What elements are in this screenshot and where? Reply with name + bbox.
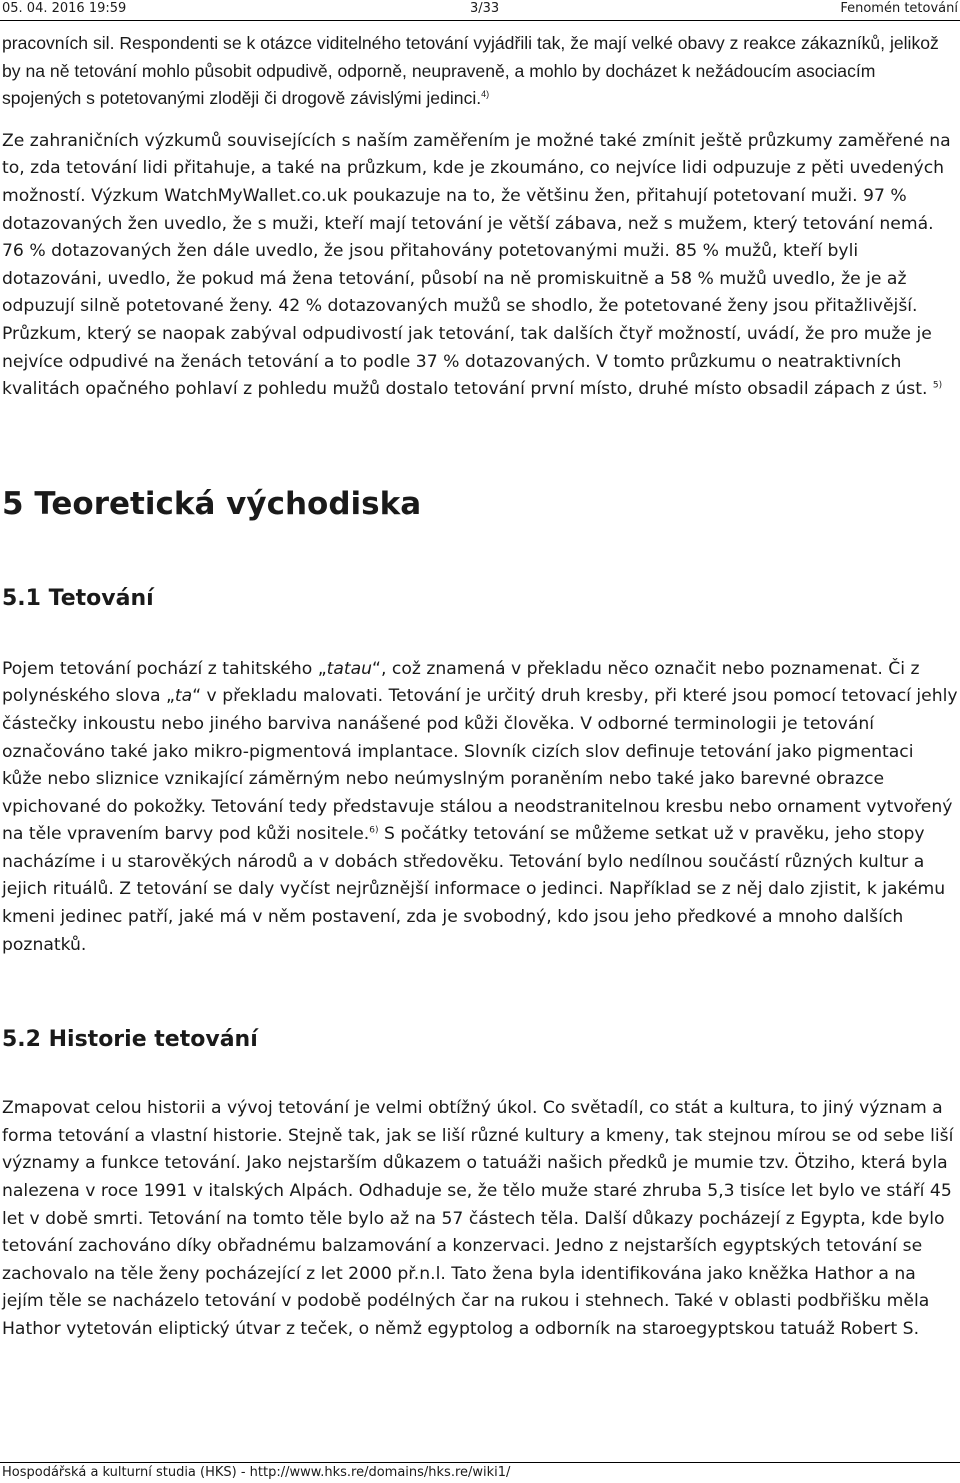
footer-divider	[0, 1462, 960, 1463]
paragraph-tattoo-history: Zmapovat celou historii a vývoj tetování je velmi obtížný úkol. Co světadíl, co stát a kultura, to jiný význam a forma tetování a vlastní historie. Stejně tak, jak se liší různé kultury a kmeny, tak stejnou mírou se od sebe liší významy a funkce tetování. Jako nejstarším důkazem o tatuáži našich předků je mumie tzv. Ötziho, která byla nalezena v roce 1991 v italských Alpách. Odhaduje se, že tělo muže staré zhruba 5,3 tisíce let bylo ve stáří 45 let v době smrti. Tetování na tomto těle bylo až na 57 částech těla. Další důkazy pocházejí z Egypta, kde bylo tetování zachováno díky obřadnému balzamování a konzervaci. Jedno z nejstarších egyptských tetování se zachovalo na těle ženy pocházející z let 2000 př.n.l. Tato žena byla identifikována jako kněžka Hathor a na jejím těle se nacházelo tetování v podobě podélných čar na rukou i stehnech. Také v oblasti podbřišku měla Hathor vytetován eliptický útvar z teček, o němž egyptolog a odborník na staroegyptskou tatuáž Robert S.	[2, 1098, 954, 1339]
paragraph-survey-intro	[2, 30, 958, 113]
article-body	[2, 30, 958, 1344]
paragraph-tattoo-definition: Pojem tetování pochází z tahitského „tatau“, což znamená v překladu něco označit nebo poznamenat. Či z polynéského slova „ta“ v překladu malovati. Tetování je určitý druh kresby, při které jsou pomocí tetovací jehly částečky inkoustu nebo jiného barviva nanášené pod kůži člověka. V odborné terminologii je tetování označováno také jako mikro-pigmentová implantace. Slovník cizích slov definuje tetování jako pigmentaci kůže nebo sliznice vznikající záměrným nebo neúmyslným poraněním nebo také jako barevné obrazce vpichované do pokožky. Tetování tedy představuje stálou a neodstranitelnou kresbu nebo ornament vytvořený na těle vpravením barvy pod kůži nositele.$^{6)}$ S počátky tetování se můžeme setkat už v pravěku, jeho stopy nacházíme i u starověkých národů a v dobách středověku. Tetování bylo nedílnou součástí různých kultur a jejich rituálů. Z tetování se daly vyčíst nejrůznější informace o jedinci. Například se z něj dalo zjistit, k jakému kmeni jedinec patří, jaké má v něm postavení, zda je svobodný, kdo jsou jeho předkové a mnoho dalších poznatků.	[2, 658, 958, 955]
section-heading-5-2: 5.2 Historie tetování	[2, 1027, 258, 1053]
paragraph-text: Ze zahraničních výzkumů souvisejících s naším zaměřením je možné také zmínit ještě průzkumy zaměřené na to, zda tetování lidi přitahuje, a také na průzkum, kde je zkoumáno, co nejvíce lidi odpuzuje z pěti uvedených možností. Výzkum WatchMyWallet.co.uk poukazuje na to, že většinu žen, přitahují potetovaní muži. 97 % dotazovaných žen uvedlo, že s muži, kteří mají tetování je větší zábava, než s mužem, který tetování nemá. 76 % dotazovaných žen dále uvedlo, že jsou přitahovány potetovanými muži. 85 % mužů, kteří byli dotazováni, uvedlo, že pokud má žena tetování, působí na ně promiskuitně a 58 % mužů uvedlo, že je až odpuzují silně potetované ženy. 42 % dotazovaných mužů se shodlo, že potetované ženy jsou přitažlivější. Průzkum, který se naopak zabýval odpudivostí jak tetování, tak dalších čtyř možností, uvádí, že pro muže je nejvíce odpudivé na ženách tetování a to podle 37 % dotazovaných. V tomto průzkumu o neatraktivních kvalitách opačného pohlaví z pohledu mužů dostalo tetování první místo, druhé místo obsadil zápach z úst.	[2, 130, 951, 400]
section-heading-5-1: 5.1 Tetování	[2, 585, 154, 611]
footnote-ref-5[interactable]: 5)	[932, 380, 943, 391]
term-ta: ta	[174, 686, 193, 707]
footnote-ref-6[interactable]: 6)	[369, 825, 379, 836]
footnote-ref-4[interactable]: 4)	[481, 89, 490, 100]
term-tatau: tatau	[326, 658, 373, 679]
page-number: 3/33	[470, 1, 500, 16]
page-footer: Hospodářská a kulturní studia (HKS) - http://www.hks.re/domains/hks.re/wiki1/	[2, 1465, 511, 1480]
paragraph-foreign-research	[2, 128, 958, 404]
document-title: Fenomén tetování	[840, 1, 958, 16]
print-datetime: 05. 04. 2016 19:59	[2, 1, 127, 16]
page-header	[0, 0, 960, 21]
section-heading-5: 5 Teoretická východiska	[2, 485, 422, 522]
paragraph-text: pracovních sil. Respondenti se k otázce viditelného tetování vyjádřili tak, že mají velké obavy z reakce zákazníků, jelikož by na ně tetování mohlo působit odpudivě, odporně, neupraveně, a mohlo by docházet k nežádoucím asociacím spojených s potetovanými zloději či drogově závislými jedinci.	[2, 33, 939, 109]
